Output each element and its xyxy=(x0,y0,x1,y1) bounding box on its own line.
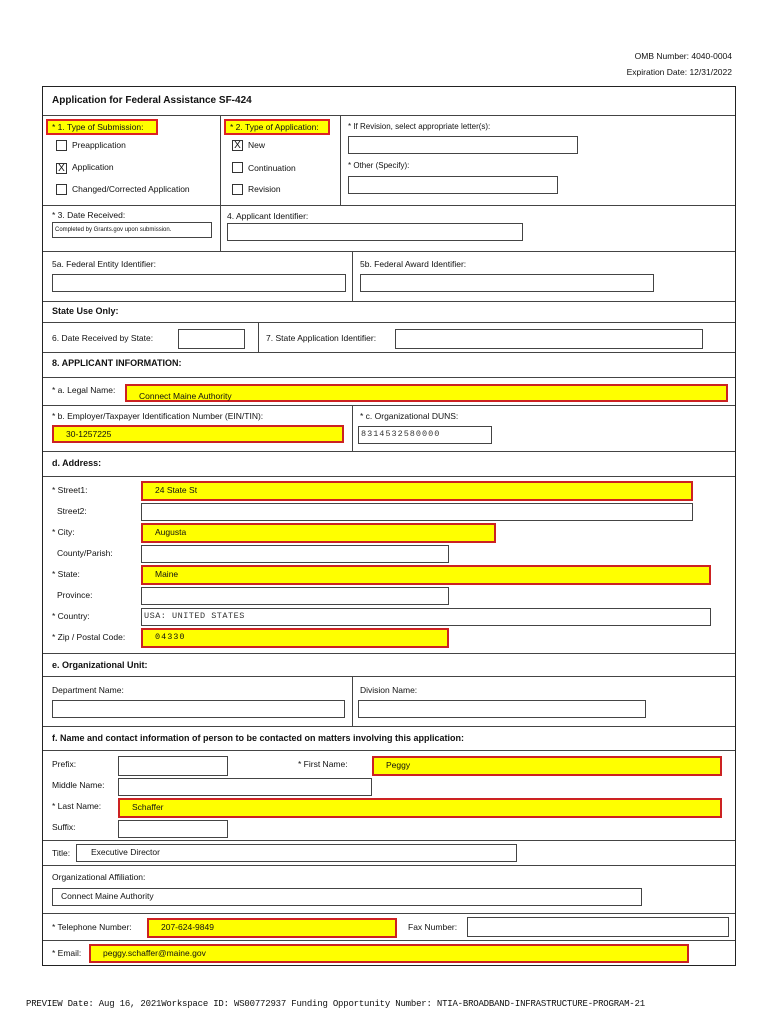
date-received-field: Completed by Grants.gov upon submission. xyxy=(52,222,212,238)
street2-label: Street2: xyxy=(57,506,87,516)
legal-name-label: * a. Legal Name: xyxy=(52,385,116,395)
expiration-date: Expiration Date: 12/31/2022 xyxy=(626,67,732,77)
date-received-label: * 3. Date Received: xyxy=(52,210,126,220)
org-affiliation-field[interactable]: Connect Maine Authority xyxy=(52,888,642,906)
title-label: Title: xyxy=(52,848,71,858)
fax-label: Fax Number: xyxy=(408,922,458,932)
divider xyxy=(258,322,259,352)
email-label: * Email: xyxy=(52,948,82,958)
street2-field[interactable] xyxy=(141,503,693,521)
divider xyxy=(43,405,735,406)
divider xyxy=(43,913,735,914)
divider xyxy=(340,115,341,205)
applicant-identifier-label: 4. Applicant Identifier: xyxy=(227,211,309,221)
state-field[interactable]: Maine xyxy=(141,565,711,585)
federal-award-field[interactable] xyxy=(360,274,654,292)
county-field[interactable] xyxy=(141,545,449,563)
divider xyxy=(43,205,735,206)
county-label: County/Parish: xyxy=(57,548,113,558)
ein-label: * b. Employer/Taxpayer Identification Number (EIN/TIN): xyxy=(52,411,264,421)
org-unit-heading: e. Organizational Unit: xyxy=(52,660,148,670)
country-label: * Country: xyxy=(52,611,90,621)
zip-field[interactable]: 04330 xyxy=(141,628,449,648)
continuation-label: Continuation xyxy=(248,163,296,173)
last-name-label: * Last Name: xyxy=(52,801,102,811)
suffix-field[interactable] xyxy=(118,820,228,838)
department-label: Department Name: xyxy=(52,685,124,695)
street1-field[interactable]: 24 State St xyxy=(141,481,693,501)
date-received-state-field[interactable] xyxy=(178,329,245,349)
other-specify-label: * Other (Specify): xyxy=(348,161,410,170)
divider xyxy=(43,865,735,866)
divider xyxy=(43,322,735,323)
omb-number: OMB Number: 4040-0004 xyxy=(634,51,732,61)
divider xyxy=(43,476,735,477)
province-field[interactable] xyxy=(141,587,449,605)
changed-corrected-label: Changed/Corrected Application xyxy=(72,184,190,194)
division-field[interactable] xyxy=(358,700,646,718)
city-field[interactable]: Augusta xyxy=(141,523,496,543)
divider xyxy=(43,451,735,452)
divider xyxy=(43,750,735,751)
duns-field[interactable]: 8314532580000 xyxy=(358,426,492,444)
applicant-identifier-field[interactable] xyxy=(227,223,523,241)
divider xyxy=(352,405,353,451)
divider xyxy=(43,251,735,252)
new-checkbox[interactable]: X xyxy=(232,140,243,151)
preapplication-checkbox[interactable] xyxy=(56,140,67,151)
federal-award-label: 5b. Federal Award Identifier: xyxy=(360,259,467,269)
federal-entity-label: 5a. Federal Entity Identifier: xyxy=(52,259,156,269)
divider xyxy=(43,676,735,677)
other-specify-field[interactable] xyxy=(348,176,558,194)
type-of-submission-label: * 1. Type of Submission: xyxy=(46,119,158,135)
revision-label: Revision xyxy=(248,184,281,194)
preapplication-label: Preapplication xyxy=(72,140,126,150)
last-name-field[interactable]: Schaffer xyxy=(118,798,722,818)
divider xyxy=(43,653,735,654)
form-title: Application for Federal Assistance SF-424 xyxy=(52,95,252,106)
new-label: New xyxy=(248,140,266,150)
divider xyxy=(43,352,735,353)
divider xyxy=(43,840,735,841)
federal-entity-field[interactable] xyxy=(52,274,346,292)
state-use-only-heading: State Use Only: xyxy=(52,306,119,316)
zip-label: * Zip / Postal Code: xyxy=(52,632,126,642)
revision-letter-label: * If Revision, select appropriate letter(s): xyxy=(348,122,491,131)
division-label: Division Name: xyxy=(360,685,418,695)
telephone-label: * Telephone Number: xyxy=(52,922,132,932)
preview-footer: PREVIEW Date: Aug 16, 2021Workspace ID: WS00772937 Funding Opportunity Number: NTIA-BROADBAND-INFRASTRUCTURE-PROGRAM-21 xyxy=(26,999,645,1009)
province-label: Province: xyxy=(57,590,93,600)
first-name-label: * First Name: xyxy=(298,759,348,769)
middle-name-field[interactable] xyxy=(118,778,372,796)
revision-letter-field[interactable] xyxy=(348,136,578,154)
address-heading: d. Address: xyxy=(52,458,102,468)
fax-field[interactable] xyxy=(467,917,729,937)
street1-label: * Street1: xyxy=(52,485,88,495)
application-label: Application xyxy=(72,162,114,172)
applicant-info-heading: 8. APPLICANT INFORMATION: xyxy=(52,358,182,368)
divider xyxy=(43,726,735,727)
state-application-id-field[interactable] xyxy=(395,329,703,349)
state-application-id-label: 7. State Application Identifier: xyxy=(266,333,377,343)
org-affiliation-label: Organizational Affiliation: xyxy=(52,872,146,882)
divider xyxy=(220,205,221,251)
contact-heading: f. Name and contact information of person to be contacted on matters involving this application: xyxy=(52,733,465,743)
duns-label: * c. Organizational DUNS: xyxy=(360,411,459,421)
check-mark: X xyxy=(58,163,65,174)
suffix-label: Suffix: xyxy=(52,822,76,832)
type-of-application-label: * 2. Type of Application: xyxy=(224,119,330,135)
email-field[interactable]: peggy.schaffer@maine.gov xyxy=(89,944,689,963)
prefix-label: Prefix: xyxy=(52,759,77,769)
divider xyxy=(220,115,221,205)
application-checkbox[interactable] xyxy=(56,163,67,174)
city-label: * City: xyxy=(52,527,75,537)
divider xyxy=(43,940,735,941)
country-field[interactable]: USA: UNITED STATES xyxy=(141,608,711,626)
ein-field[interactable]: 30-1257225 xyxy=(52,425,344,443)
legal-name-field[interactable]: Connect Maine Authority xyxy=(125,384,728,402)
telephone-field[interactable]: 207-624-9849 xyxy=(147,918,397,938)
date-received-state-label: 6. Date Received by State: xyxy=(52,333,154,343)
title-field[interactable]: Executive Director xyxy=(76,844,517,862)
middle-name-label: Middle Name: xyxy=(52,780,105,790)
divider xyxy=(352,676,353,726)
prefix-field[interactable] xyxy=(118,756,228,776)
revision-checkbox[interactable] xyxy=(232,184,243,195)
divider xyxy=(43,301,735,302)
changed-corrected-checkbox[interactable] xyxy=(56,184,67,195)
state-label: * State: xyxy=(52,569,80,579)
divider xyxy=(352,251,353,301)
first-name-field[interactable]: Peggy xyxy=(372,756,722,776)
continuation-checkbox[interactable] xyxy=(232,162,243,173)
divider xyxy=(43,377,735,378)
department-field[interactable] xyxy=(52,700,345,718)
divider xyxy=(43,115,735,116)
